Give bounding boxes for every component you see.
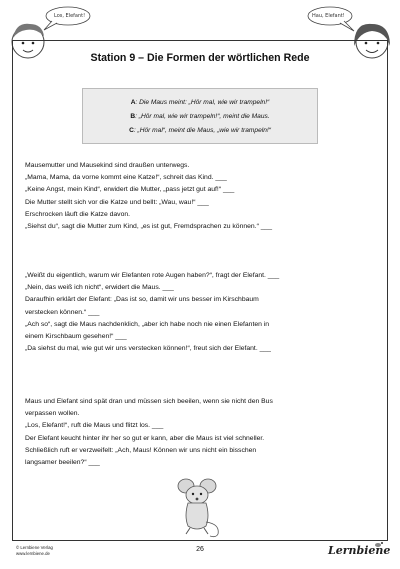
footer-copyright: © Lernbiene Verlag	[16, 545, 53, 550]
example-text: : „Hör mal“, meint die Maus, „wie wir trampeln!“	[133, 127, 271, 134]
example-text: : Die Maus meint: „Hör mal, wie wir trampeln!“	[135, 99, 270, 106]
example-letter: A	[130, 99, 136, 106]
story-line: Mausemutter und Mausekind sind draußen unterwegs.	[25, 162, 190, 169]
story-line: Daraufhin erklärt der Elefant: „Das ist so, damit wir uns besser im Kirschbaum	[25, 296, 259, 304]
story-mouse-and-cat	[25, 160, 380, 233]
story-line: Maus und Elefant sind spät dran und müssen sich beeilen, wenn sie nicht den Bus	[25, 398, 273, 405]
footer-publisher	[16, 545, 53, 557]
example-box	[82, 88, 318, 144]
story-line: Schließlich ruft er verzweifelt: „Ach, Maus! Können wir uns nicht ein bisschen	[25, 446, 257, 454]
story-line: einem Kirschbaum gesehen!“ ___	[25, 333, 127, 341]
story-line: verpassen wollen.	[25, 410, 80, 418]
story-line: „Ach so“, sagt die Maus nachdenklich, „aber ich habe noch nie einen Elefanten in	[25, 320, 270, 328]
page-title: Station 9 – Die Formen der wörtlichen Rede	[90, 52, 310, 64]
story-line: „Los, Elefant!“, ruft die Maus und flitzt los. ___	[25, 422, 164, 430]
story-line: „Siehst du“, sagt die Mutter zum Kind, „es ist gut, Fremdsprachen zu können.“ ___	[25, 223, 273, 231]
story-line: „Keine Angst, mein Kind“, erwidert die Mutter, „pass jetzt gut auf!“ ___	[25, 186, 235, 194]
example-letter: C	[129, 127, 134, 134]
story-line: „Weißt du eigentlich, warum wir Elefanten rote Augen haben?“, fragt der Elefant. ___	[25, 272, 280, 279]
mouse-illustration	[170, 476, 226, 538]
right-speech-bubble-text: Hau, Elefant!	[312, 13, 345, 19]
story-elephant-red-eyes	[25, 270, 380, 355]
story-line: Der Elefant keucht hinter ihr her so gut er kann, aber die Maus ist viel schneller.	[25, 434, 265, 442]
story-line: verstecken können.“ ___	[25, 308, 100, 316]
story-line: „Nein, das weiß ich nicht“, erwidert die Maus. ___	[25, 284, 174, 292]
example-text: : „Hör mal, wie wir trampeln!“, meint die Maus.	[135, 113, 270, 120]
story-line: „Da siehst du mal, wie gut wir uns verstecken können!“, freut sich der Elefant. ___	[25, 345, 271, 353]
footer-website: www.lernbiene.de	[16, 551, 50, 556]
example-letter: B	[130, 113, 136, 120]
page-number: 26	[196, 546, 204, 553]
story-bus	[25, 396, 380, 469]
story-line: Die Mutter stellt sich vor die Katze und bellt: „Wau, wau!“ ___	[25, 198, 209, 206]
publisher-logo-text: Lernbiene	[328, 544, 391, 557]
story-line: langsamer beeilen?“ ___	[25, 459, 100, 467]
example-b	[83, 110, 317, 124]
left-speech-bubble-text: Los, Elefant!	[54, 13, 86, 19]
story-line: Erschrocken läuft die Katze davon.	[25, 210, 131, 218]
example-c	[83, 124, 317, 138]
example-a	[83, 96, 317, 110]
story-line: „Mama, Mama, da vorne kommt eine Katze!“, schreit das Kind. ___	[25, 174, 227, 182]
